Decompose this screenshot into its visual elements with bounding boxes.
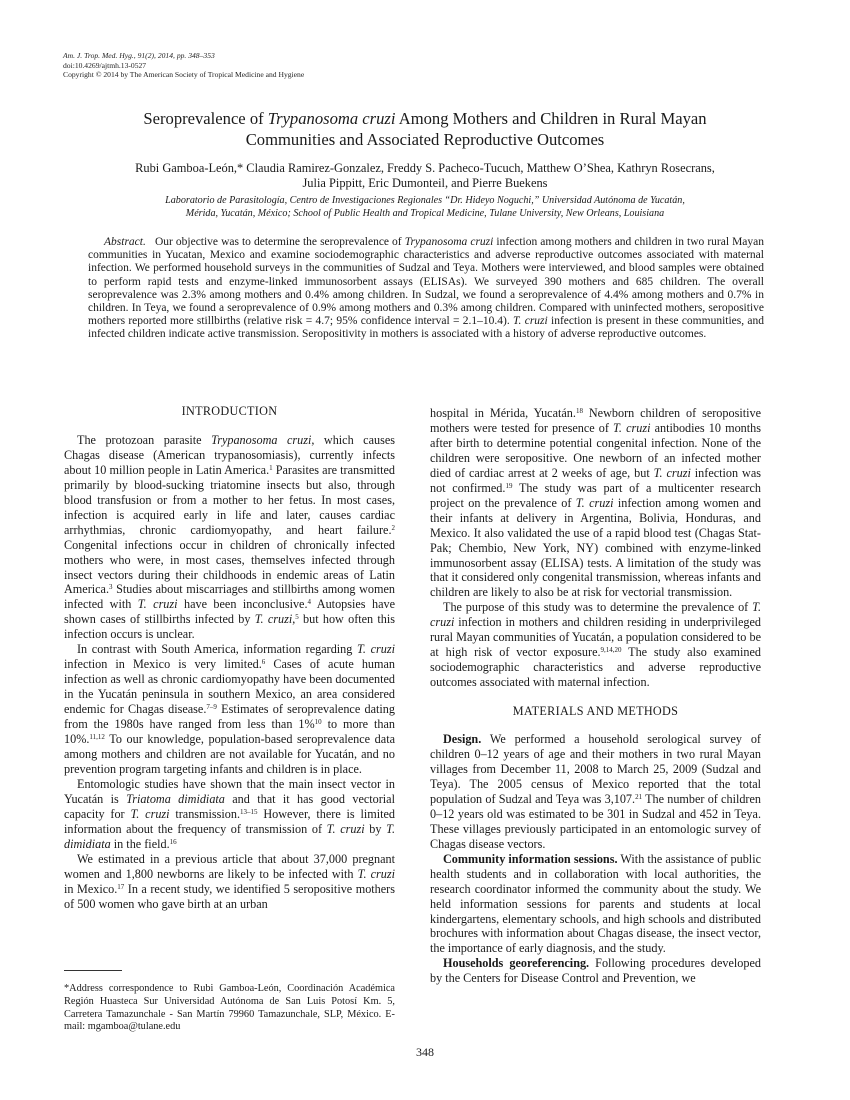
journal-reference (63, 51, 563, 80)
left-column (64, 404, 395, 911)
paragraph-lead: Design. (443, 732, 482, 747)
paragraph: We estimated in a previous article that about 37,000 pregnant women and 1,800 newborns are likely to be infected with T. cruzi in Mexico.$^{17}$ In a recent study, we identified 5 seropositive mothers of 500 women who gave birth at an urban (64, 851, 395, 911)
paragraph: Design. We performed a household serological survey of children 0–12 years of age and their mothers in two rural Mayan villages from December 11, 2008 to March 25, 2009 (Sudzal and Teya). The 2005 census of Mexico reported that the total population of Sudzal and Teya was 3,107.21 The number of children 0–12 years old was estimated to be 301 in Sudzal and 452 in Teya. These villages previously participated in an entomologic survey of Chagas disease vectors. (430, 732, 761, 851)
correspondence-footnote: *Address correspondence to Rubi Gamboa-León, Coordinación Académica Región Huasteca Sur Universidad Autónoma de San Luis Potosí Km. 5, Carretera Tamazunchale - San Martín 79960 Tamazunchale, SLP, México. E-mail: mgamboa@tulane.edu (64, 983, 395, 1033)
affiliations: Laboratorio de Parasitología, Centro de Investigaciones Regionales “Dr. Hideyo Noguchi,” Universidad Autónoma de Yucatán, Mérida, Yucatán, México; School of Public Health and Tropical Medicine, Tulane University, New Orleans, Louisiana (165, 195, 685, 219)
paragraph: Entomologic studies have shown that the main insect vector in Yucatán is Triatoma dimidiata and that it has good vectorial capacity for T. cruzi transmission.$^{13-15}$ However, there is limited information about the frequency of transmission of T. cruzi by T. dimidiata in the field.$^{16}$ (64, 776, 396, 851)
article-title: Seroprevalence of Trypanosoma cruzi Among Mothers and Children in Rural Mayan Communities and Associated Reproductive Outcomes (143, 109, 707, 149)
paragraph: hospital in Mérida, Yucatán.$^{18}$ Newborn children of seropositive mothers were tested for presence of T. cruzi antibodies 10 months after birth to determine potential congenital infection. None of the children were seropositive. One newborn of an infected mother died of cardiac arrest at 2 weeks of age, but T. cruzi infection was not confirmed.$^{19}$ The study was part of a multicenter research project on the prevalence of T. cruzi infection among women and their infants at delivery in Argentina, Bolivia, Honduras, and Mexico. It also validated the use of a rapid blood test (Chagas Stat-Pak; Chembio, New York, NY) combined with enzyme-linked immunosorbent assay (ELISA) tests. A limitation of the study was that it considered only congenital transmission, whereas infants and children are likely to also be at risk for vectorial transmission. (430, 406, 762, 600)
page-number: 348 (416, 1045, 434, 1059)
paragraph: Households georeferencing. Following procedures developed by the Centers for Disease Control and Prevention, we (430, 956, 761, 986)
footnote-divider (64, 970, 122, 971)
paragraph: The purpose of this study was to determine the prevalence of T. cruzi infection in mothers and children residing in underprivileged rural Mayan communities of Yucatán, a population considered to be at high risk of vector exposure.$^{9,14,20}$ The study also examined sociodemographic characteristics and adverse reproductive outcomes associated with maternal infection. (430, 600, 761, 690)
paragraph-lead: Community information sessions. (443, 851, 618, 866)
abstract-label: Abstract. (104, 236, 146, 248)
section-heading-materials-methods: MATERIALS AND METHODS (512, 704, 679, 719)
abstract: Abstract. Our objective was to determine the seroprevalence of Trypanosoma cruzi infection among mothers and children in two rural Mayan communities in Yucatan, Mexico and examine sociodemographic characteristics and adverse reproductive outcomes associated with maternal infection. We performed household surveys in the communities of Sudzal and Teya. Mothers were interviewed, and blood samples were obtained to perform rapid tests and enzyme-linked immunosorbent assays (ELISAs). We surveyed 390 mothers and 685 children. The overall seroprevalence was 2.3% among mothers and 0.4% among children. In Sudzal, we found a seroprevalence of 4.4% among mothers and 0.7% in children. In Teya, we found a seroprevalence of 0.9% among mothers and 0.3% among children. Compared with uninfected mothers, seropositive mothers reported more stillbirths (relative risk = 4.7; 95% confidence interval = 2.1–10.4). T. cruzi infection is present in these communities, and infected children indicate active transmission. Seropositivity in mothers is associated with a history of adverse reproductive outcomes. (88, 236, 765, 341)
author-list: Rubi Gamboa-León,* Claudia Ramirez-Gonzalez, Freddy S. Pacheco-Tucuch, Matthew O’Shea, Kathryn Rosecrans, Julia Pippitt, Eric Dumonteil, and Pierre Buekens (135, 161, 715, 190)
journal-citation: Am. J. Trop. Med. Hyg., 91(2), 2014, pp. 348–353 (63, 51, 215, 60)
paragraph: Community information sessions. With the assistance of public health students and in collaboration with local authorities, the research coordinator informed the community about the study. We held information sessions for parents and students at local kindergartens, elementary schools, and high schools and distributed brochures with information about Chagas disease, the insect vector, the importance of early diagnosis, and the study. (430, 851, 761, 956)
section-heading-introduction: INTRODUCTION (181, 404, 278, 418)
journal-doi: doi:10.4269/ajtmh.13-0527 (63, 60, 147, 70)
paragraph: The protozoan parasite Trypanosoma cruzi, which causes Chagas disease (American trypanosomiasis), currently infects about 10 million people in Latin America.$^1$ Parasites are transmitted primarily by blood-sucking triatomine insects but also, through blood transfusion or from a mother to her fetus. In most cases, infection is acquired early in life and later, causes cardiac arrhythmias, chronic cardiomyopathy, and heart failure.$^2$ Congenital infections occur in children of chronically infected mothers who were, in most cases, themselves infected through insect vectors during their childhoods in endemic areas of Latin America.$^3$ Studies about miscarriages and stillbirths among women infected with T. cruzi have been inconclusive.$^4$ Autopsies have shown cases of stillbirths infected by T. cruzi,$^5$ but how often this infection occurs is unclear. (64, 432, 395, 642)
paragraph: In contrast with South America, information regarding T. cruzi infection in Mexico is very limited.$^6$ Cases of acute human infection as well as chronic cardiomyopathy have been documented in the Yucatán peninsula in southern Mexico, an area considered endemic for Chagas disease.$^{7-9}$ Estimates of seroprevalence dating from the 1980s have ranged from less than 1%$^{10}$ to more than 10%.$^{11,12}$ To our knowledge, population-based seroprevalence data among mothers and children are not available for Yucatán, and no prevention program targeting infants and children is in place. (64, 642, 395, 776)
paragraph-lead: Households georeferencing. (443, 956, 590, 971)
journal-copyright: Copyright © 2014 by The American Society of Tropical Medicine and Hygiene (63, 70, 305, 80)
right-column (430, 406, 761, 986)
